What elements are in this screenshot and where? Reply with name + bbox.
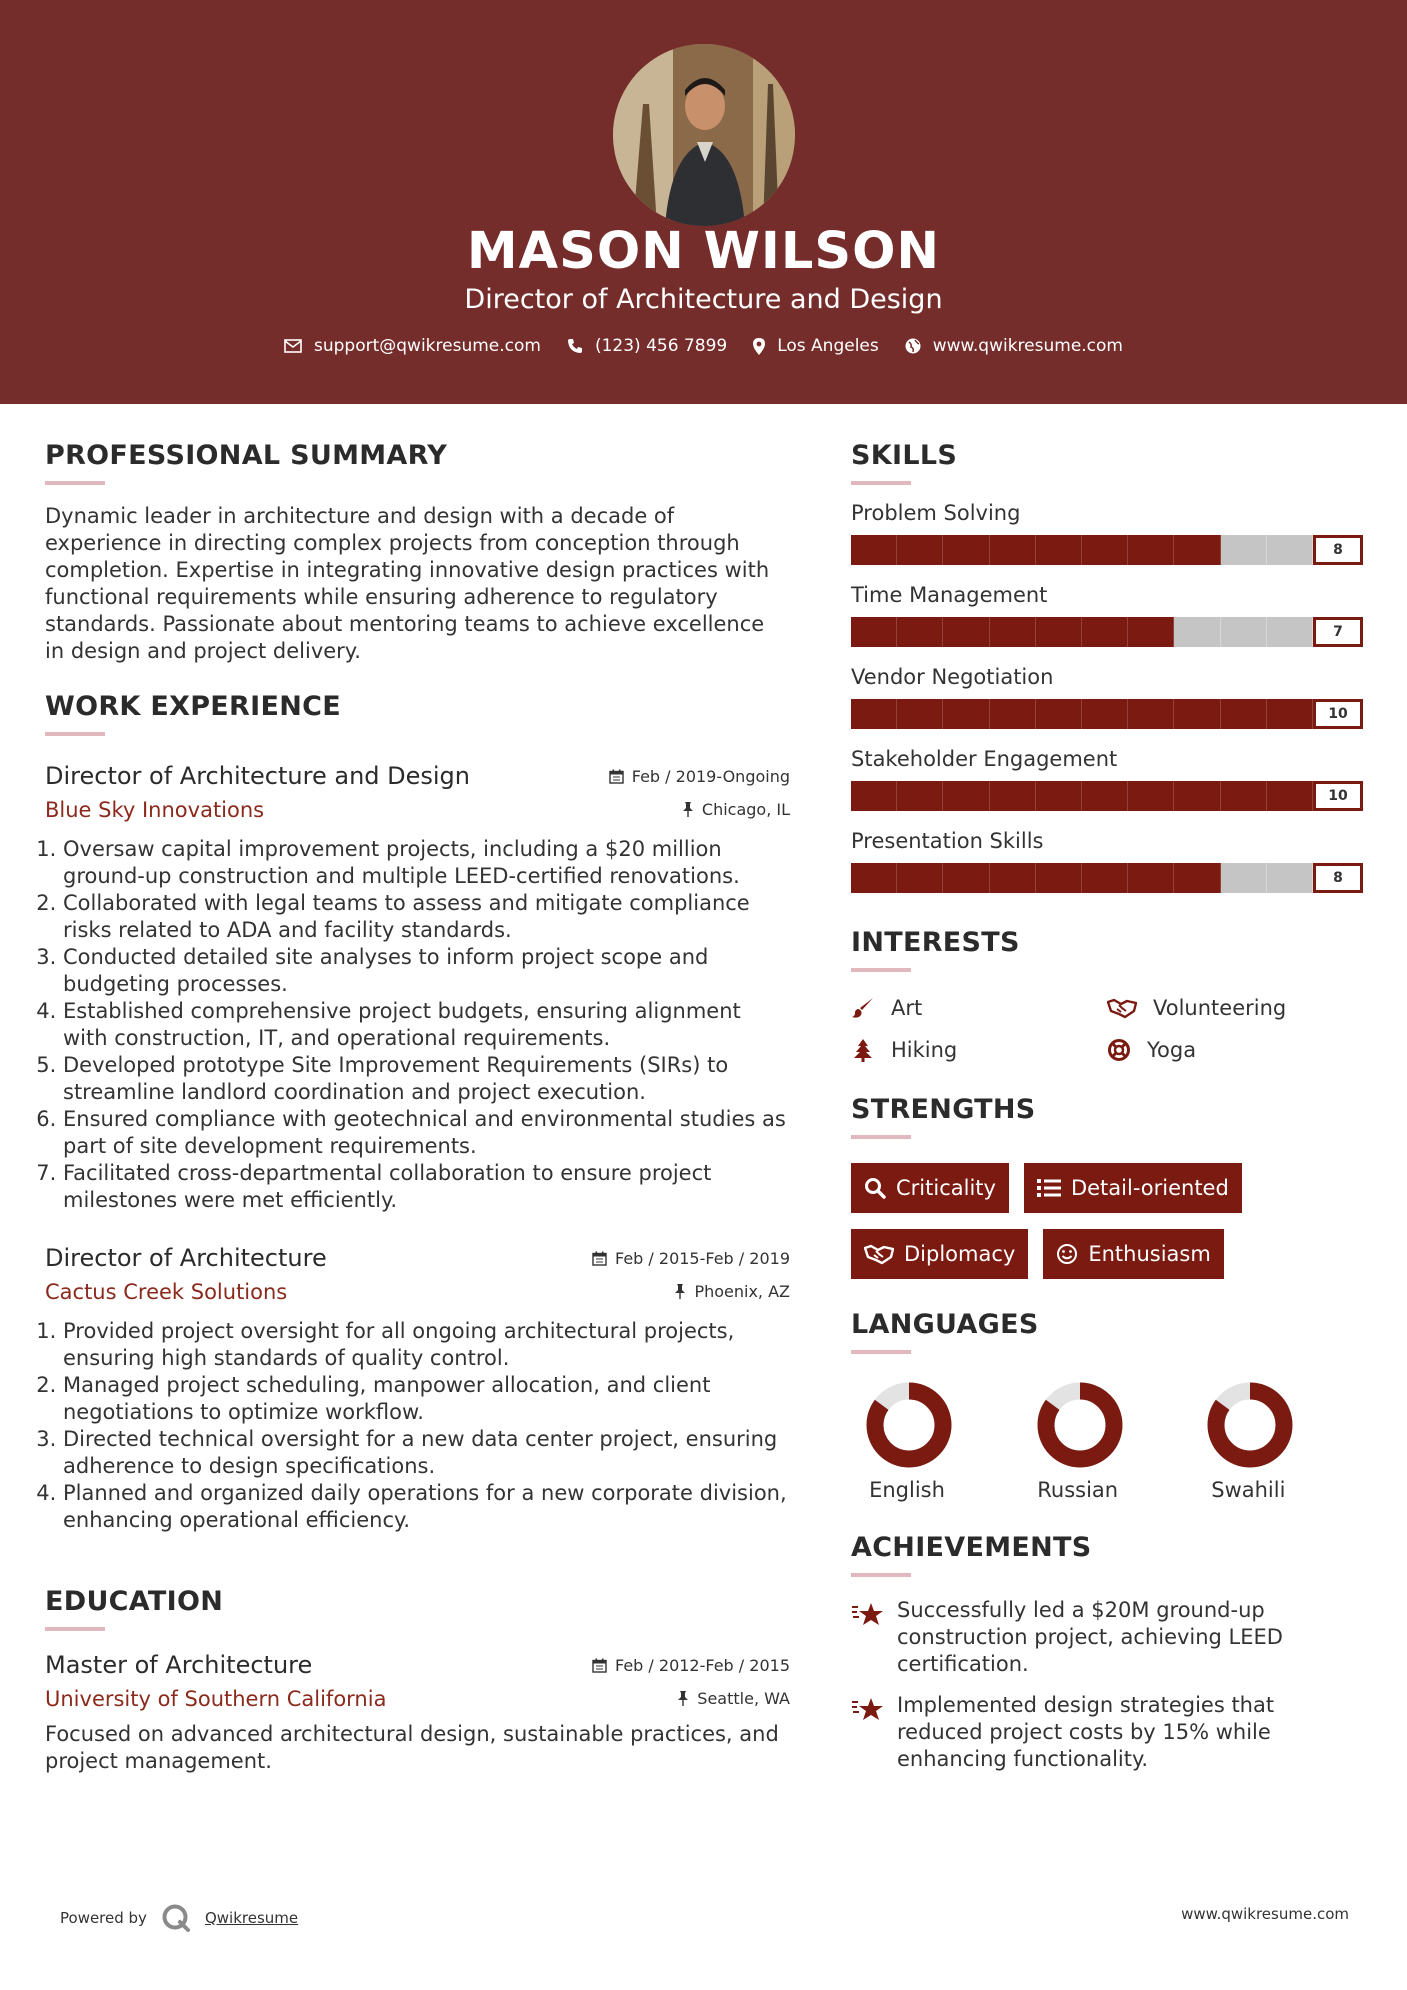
phone-icon — [567, 338, 583, 354]
skill-bar-track — [851, 617, 1313, 647]
interest-item — [1107, 996, 1363, 1020]
skill-bar-track — [851, 535, 1313, 565]
footer-site-link[interactable]: www.qwikresume.com — [1181, 1905, 1349, 1923]
skill-bar-segment — [1221, 535, 1267, 565]
skills-section — [851, 440, 1363, 893]
skill-bar-segment — [851, 863, 897, 893]
skill-bar-segment — [943, 781, 989, 811]
skill-bar-segment — [1174, 781, 1220, 811]
strengths-chips — [851, 1163, 1363, 1279]
skill-bar-segment — [1128, 699, 1174, 729]
section-divider — [851, 481, 911, 485]
skill-bar-segment — [1036, 535, 1082, 565]
skill-label: Vendor Negotiation — [851, 665, 1054, 689]
strength-chip — [1024, 1163, 1242, 1213]
skill-bar-segment — [1267, 617, 1313, 647]
job-location — [674, 1282, 790, 1301]
section-divider — [45, 1627, 105, 1631]
skill-bar-segment — [897, 617, 943, 647]
strength-label: Enthusiasm — [1088, 1242, 1211, 1266]
skill-bar-segment — [897, 535, 943, 565]
achievements-section — [851, 1532, 1363, 1773]
skill-bar-segment — [897, 863, 943, 893]
skill-bar-segment — [1128, 863, 1174, 893]
skill-bar-segment — [1036, 863, 1082, 893]
achievement-text: Implemented design strategies that reduced project costs by 15% while enhancing functionality. — [897, 1693, 1275, 1771]
language-label: Swahili — [1211, 1478, 1286, 1502]
skill-bar-segment — [1128, 781, 1174, 811]
job-title: Director of Architecture and Design — [45, 762, 471, 790]
skill-bar-segment — [1036, 617, 1082, 647]
strength-chip — [1043, 1229, 1223, 1279]
map-marker-icon — [753, 338, 765, 355]
list-item: 1. Oversaw capital improvement projects, including a $20 million ground-up construction and multiple LEED-certified renovations. — [63, 836, 790, 890]
skill-bar-segment — [943, 617, 989, 647]
language-item — [1022, 1382, 1193, 1502]
skill-level-badge: 8 — [1313, 863, 1363, 893]
job-company: Cactus Creek Solutions — [45, 1280, 288, 1304]
interest-label: Volunteering — [1153, 996, 1287, 1020]
skill-bar-segment — [1082, 699, 1128, 729]
footer-powered-by — [60, 1903, 298, 1933]
contact-email[interactable] — [284, 336, 541, 356]
skills-list — [851, 501, 1363, 893]
education-date — [592, 1656, 790, 1675]
language-item — [851, 1382, 1022, 1502]
strength-label: Diplomacy — [904, 1242, 1016, 1266]
job-date — [592, 1249, 790, 1268]
profile-photo-illustration — [613, 44, 795, 226]
skill-bar-segment — [851, 781, 897, 811]
calendar-icon — [592, 1658, 607, 1673]
skill-label: Presentation Skills — [851, 829, 1044, 853]
skill-bar-segment — [1174, 863, 1220, 893]
language-item — [1192, 1382, 1363, 1502]
skill-bar-segment — [1128, 617, 1174, 647]
calendar-icon — [609, 769, 624, 784]
summary-text: Dynamic leader in architecture and design with a decade of experience in directing complex projects from conception through completion. Expertise in integrating innovative design practices with functional requirements while ensuring adherence to regulatory standards. Passionate about mentoring teams to achieve excellence in design and project delivery. — [45, 504, 770, 663]
skill-label: Problem Solving — [851, 501, 1021, 525]
skill-bar-segment — [851, 535, 897, 565]
job-entry — [45, 1244, 790, 1534]
interest-label: Art — [891, 996, 923, 1020]
pushpin-icon — [682, 802, 694, 817]
strengths-heading: STRENGTHS — [851, 1094, 1036, 1125]
pushpin-icon — [674, 1284, 686, 1299]
contact-email-text: support@qwikresume.com — [314, 336, 541, 356]
contact-website-text: www.qwikresume.com — [932, 336, 1123, 356]
education-entry — [45, 1651, 790, 1775]
skill-bar-segment — [1267, 699, 1313, 729]
skill-bar-segment — [1128, 535, 1174, 565]
contact-location — [753, 336, 879, 356]
skill-bar-segment — [1267, 535, 1313, 565]
strength-chip — [851, 1229, 1028, 1279]
skill-bar-segment — [1221, 863, 1267, 893]
interest-label: Yoga — [1147, 1038, 1197, 1062]
skill-bar-segment — [1221, 617, 1267, 647]
skill-bar-segment — [1036, 781, 1082, 811]
skill-bar-track — [851, 781, 1313, 811]
list-item: 1. Provided project oversight for all ongoing architectural projects, ensuring high standards of quality control. — [63, 1318, 790, 1372]
handshake-icon — [864, 1243, 894, 1265]
interests-heading: INTERESTS — [851, 927, 1020, 958]
section-divider — [45, 732, 105, 736]
interest-item — [851, 1038, 1107, 1062]
list-item: 2. Collaborated with legal teams to assess and mitigate compliance risks related to ADA and facility standards. — [63, 890, 790, 944]
skill-bar-track — [851, 699, 1313, 729]
skill-bar-segment — [943, 535, 989, 565]
section-divider — [851, 1350, 911, 1354]
skill-bar-segment — [990, 781, 1036, 811]
language-proficiency-ring — [1207, 1382, 1293, 1468]
paintbrush-icon — [851, 996, 875, 1020]
language-proficiency-ring — [1037, 1382, 1123, 1468]
job-title: Director of Architecture — [45, 1244, 327, 1272]
job-responsibilities — [45, 836, 790, 1214]
interest-item — [1107, 1038, 1363, 1062]
skill-level-badge: 8 — [1313, 535, 1363, 565]
skill-bar-segment — [1174, 535, 1220, 565]
skill-bar-segment — [1036, 699, 1082, 729]
qwikresume-logo-icon — [161, 1903, 191, 1933]
skill-bar — [851, 617, 1363, 647]
contact-phone-text: (123) 456 7899 — [594, 336, 728, 356]
strength-label: Detail-oriented — [1070, 1176, 1229, 1200]
contact-bar — [0, 336, 1407, 356]
education-location — [677, 1689, 790, 1708]
strength-chip — [851, 1163, 1009, 1213]
list-item: 7. Facilitated cross-departmental collaboration to ensure project milestones were met efficiently. — [63, 1160, 790, 1214]
list-item: 6. Ensured compliance with geotechnical and environmental studies as part of site development requirements. — [63, 1106, 790, 1160]
skill-bar-segment — [897, 781, 943, 811]
skill-bar — [851, 699, 1363, 729]
skill-bar-segment — [897, 699, 943, 729]
skill-label: Time Management — [851, 583, 1048, 607]
job-date-text: Feb / 2019-Ongoing — [631, 767, 790, 786]
skill-bar-segment — [851, 617, 897, 647]
list-item: 5. Developed prototype Site Improvement Requirements (SIRs) to streamline landlord coordination and project execution. — [63, 1052, 790, 1106]
left-column — [45, 440, 790, 1775]
lifebuoy-icon — [1107, 1038, 1131, 1062]
skill-label: Stakeholder Engagement — [851, 747, 1118, 771]
profile-photo — [613, 44, 795, 226]
job-location-text: Chicago, IL — [701, 800, 790, 819]
calendar-icon — [592, 1251, 607, 1266]
skill-bar-segment — [1082, 535, 1128, 565]
resume-header — [0, 0, 1407, 404]
contact-website[interactable] — [905, 336, 1123, 356]
list-item: 3. Directed technical oversight for a new data center project, ensuring adherence to design specifications. — [63, 1426, 790, 1480]
job-location — [682, 800, 790, 819]
achievements-heading: ACHIEVEMENTS — [851, 1532, 1092, 1563]
language-label: English — [869, 1478, 945, 1502]
work-experience-section — [45, 691, 790, 1534]
skill-bar-segment — [990, 535, 1036, 565]
job-entry — [45, 762, 790, 1214]
smile-icon — [1056, 1243, 1078, 1265]
skill-bar-segment — [1267, 781, 1313, 811]
qwikresume-link[interactable]: Qwikresume — [204, 1909, 299, 1927]
skill-level-badge: 10 — [1313, 781, 1363, 811]
skill-level-badge: 10 — [1313, 699, 1363, 729]
interests-section — [851, 927, 1363, 1062]
education-heading: EDUCATION — [45, 1586, 224, 1617]
strengths-section — [851, 1094, 1363, 1279]
interests-grid — [851, 996, 1363, 1062]
job-date-text: Feb / 2015-Feb / 2019 — [615, 1249, 790, 1268]
skill-bar-segment — [990, 863, 1036, 893]
section-divider — [45, 481, 105, 485]
skill-bar-segment — [1082, 863, 1128, 893]
skill-bar-segment — [990, 617, 1036, 647]
star-achievement-icon — [851, 1601, 885, 1629]
achievement-text: Successfully led a $20M ground-up construction project, achieving LEED certification. — [897, 1598, 1283, 1676]
education-date-text: Feb / 2012-Feb / 2015 — [615, 1656, 790, 1675]
strength-label: Criticality — [896, 1176, 996, 1200]
skill-bar-segment — [1267, 863, 1313, 893]
education-description: Focused on advanced architectural design, sustainable practices, and project management. — [45, 1722, 779, 1773]
skill-bar-track — [851, 863, 1313, 893]
skill-bar-segment — [1174, 699, 1220, 729]
languages-heading: LANGUAGES — [851, 1309, 1039, 1340]
degree-title: Master of Architecture — [45, 1651, 313, 1679]
powered-by-label: Powered by — [60, 1909, 147, 1927]
skill-bar-segment — [943, 863, 989, 893]
envelope-icon — [284, 339, 302, 353]
skill-bar-segment — [1082, 617, 1128, 647]
contact-location-text: Los Angeles — [777, 336, 879, 356]
language-proficiency-ring — [866, 1382, 952, 1468]
pushpin-icon — [677, 1691, 689, 1706]
list-icon — [1037, 1178, 1061, 1198]
languages-section — [851, 1309, 1363, 1502]
education-location-text: Seattle, WA — [697, 1689, 790, 1708]
work-heading: WORK EXPERIENCE — [45, 691, 341, 722]
skill-bar — [851, 863, 1363, 893]
skill-bar-segment — [1174, 617, 1220, 647]
skill-bar — [851, 535, 1363, 565]
summary-heading: PROFESSIONAL SUMMARY — [45, 440, 448, 471]
job-responsibilities — [45, 1318, 790, 1534]
interest-label: Hiking — [891, 1038, 958, 1062]
star-achievement-icon — [851, 1696, 885, 1724]
skill-bar-segment — [1221, 699, 1267, 729]
skill-bar-segment — [943, 699, 989, 729]
job-date — [609, 767, 790, 786]
contact-phone[interactable] — [567, 336, 727, 356]
section-divider — [851, 1135, 911, 1139]
skill-bar-segment — [1221, 781, 1267, 811]
skills-heading: SKILLS — [851, 440, 958, 471]
globe-icon — [905, 338, 921, 354]
languages-list — [851, 1382, 1363, 1502]
list-item: 4. Established comprehensive project budgets, ensuring alignment with construction, IT, and operational requirements. — [63, 998, 790, 1052]
achievement-item — [851, 1692, 1363, 1773]
list-item: 4. Planned and organized daily operations for a new corporate division, enhancing operational efficiency. — [63, 1480, 790, 1534]
right-column — [851, 440, 1363, 1773]
tree-icon — [851, 1038, 875, 1062]
list-item: 2. Managed project scheduling, manpower allocation, and client negotiations to optimize workflow. — [63, 1372, 790, 1426]
section-divider — [851, 1573, 911, 1577]
job-company: Blue Sky Innovations — [45, 798, 265, 822]
skill-bar-segment — [851, 699, 897, 729]
section-divider — [851, 968, 911, 972]
list-item: 3. Conducted detailed site analyses to inform project scope and budgeting processes. — [63, 944, 790, 998]
interest-item — [851, 996, 1107, 1020]
skill-bar — [851, 781, 1363, 811]
search-icon — [864, 1177, 886, 1199]
candidate-name: MASON WILSON — [466, 222, 941, 281]
skill-bar-segment — [990, 699, 1036, 729]
education-section — [45, 1586, 790, 1775]
candidate-title: Director of Architecture and Design — [464, 284, 943, 315]
achievement-item — [851, 1597, 1363, 1678]
skill-bar-segment — [1082, 781, 1128, 811]
job-location-text: Phoenix, AZ — [694, 1282, 790, 1301]
language-label: Russian — [1037, 1478, 1119, 1502]
summary-section — [45, 440, 790, 665]
school-name: University of Southern California — [45, 1687, 387, 1711]
skill-level-badge: 7 — [1313, 617, 1363, 647]
handshake-icon — [1107, 997, 1137, 1019]
